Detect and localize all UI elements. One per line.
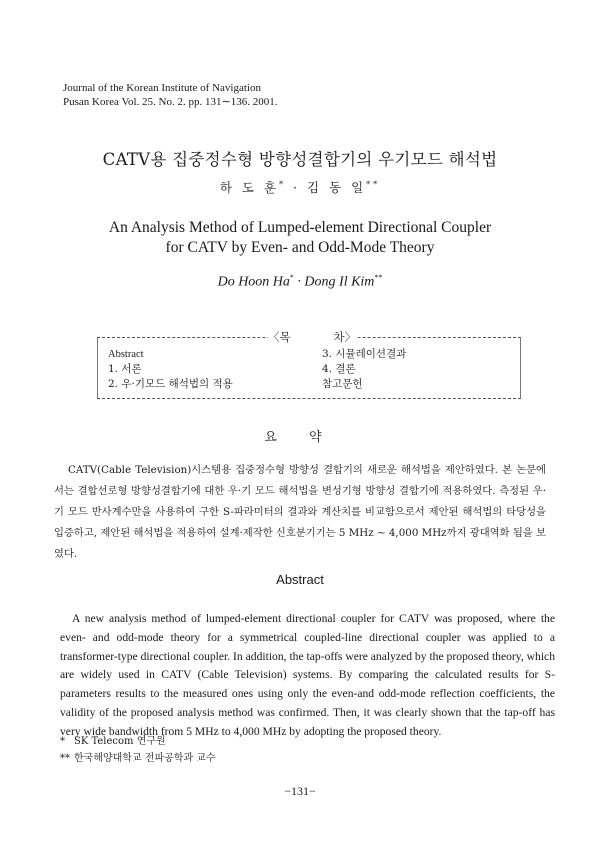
- author-2-mark: **: [374, 273, 383, 282]
- footnote-mark: **: [60, 753, 70, 764]
- footnote-text: 한국해양대학교 전파공학과 교수: [74, 753, 216, 764]
- english-author-2: Dong Il Kim: [304, 274, 375, 290]
- toc-heading: [268, 329, 356, 345]
- english-abstract: A new analysis method of lumped-element directional coupler for CATV was proposed, where the even- and odd-mode theory for a symmetrical coupled-line directional coupler was applied to a transformer-type directional coupler. In addition, the tap-offs were analyzed by the proposed theory, which are widely used in CATV (Cable Television) systems. By comparing the calculated results for S-parameters results to the measured ones using only the even-and odd-mode reflection coefficients, the validity of the proposed analysis method was confirmed. Then, it was clearly shown that the tap-off has very wide bandwidth from 5 MHz to 4,000 MHz by adopting the proposed theory.: [60, 612, 555, 738]
- journal-citation: [63, 81, 277, 109]
- author-1-mark: *: [289, 273, 294, 282]
- author-separator: ·: [297, 274, 301, 290]
- footnotes: [60, 733, 216, 767]
- journal-volume-info: Pusan Korea Vol. 25. No. 2. pp. 131∼136. 2001.: [63, 96, 278, 108]
- korean-author-1: 하 도 훈: [219, 180, 280, 195]
- toc-item: 1. 서론: [108, 363, 142, 375]
- author-2-mark: **: [366, 179, 381, 189]
- toc-left-column: [108, 347, 233, 392]
- page-number: −131−: [284, 784, 316, 798]
- toc-item: 3. 시뮬레이션결과: [322, 348, 407, 360]
- abstract-heading: Abstract: [276, 572, 324, 587]
- english-author-1: Do Hoon Ha: [217, 274, 290, 290]
- toc-item: 4. 결론: [322, 363, 356, 375]
- footnote: [60, 750, 216, 767]
- toc-item: Abstract: [108, 349, 144, 360]
- toc-item: 2. 우·기모드 해석법의 적용: [108, 378, 233, 390]
- footnote: [60, 733, 216, 750]
- toc-heading-right: 차〉: [333, 330, 356, 344]
- toc-item: 참고문헌: [322, 378, 363, 390]
- korean-authors: [0, 178, 600, 196]
- korean-title: CATV용 집중정수형 방향성결합기의 우기모드 해석법: [102, 150, 498, 169]
- korean-author-2: 김 동 일: [306, 180, 367, 195]
- author-1-mark: *: [279, 179, 287, 189]
- toc-heading-left: 〈목: [268, 330, 291, 344]
- english-authors: [0, 273, 600, 291]
- english-title-line-2: for CATV by Even- and Odd-Mode Theory: [165, 239, 435, 256]
- author-separator: ·: [293, 180, 300, 195]
- footnote-mark: *: [60, 736, 65, 747]
- footnote-text: SK Telecom 연구원: [74, 736, 166, 747]
- korean-abstract: CATV(Cable Television)시스템용 집중정수형 방향성 결합기의 새로운 해석법을 제안하였다. 본 논문에서는 결합선로형 방향성결합기에 대한 우·기 모드 해석법을 변성기형 방향성 결합기에 적용하였다. 측정된 우·기 모드 반사계수만을 사용하여 구한 S-파라미터의 결과와 계산치를 비교함으로서 제안된 해석법의 타당성을 입증하고, 제안된 해석법을 적용하여 설계·제작한 신호분기기는 5 MHz ∼ 4,000 MHz까지 광대역화 됨을 보였다.: [54, 464, 546, 560]
- journal-name: Journal of the Korean Institute of Navigation: [63, 82, 261, 94]
- toc-right-column: [322, 347, 406, 392]
- english-title-line-1: An Analysis Method of Lumped-element Directional Coupler: [108, 219, 492, 236]
- english-title: [0, 218, 600, 258]
- korean-summary-heading: 요 약: [264, 430, 336, 445]
